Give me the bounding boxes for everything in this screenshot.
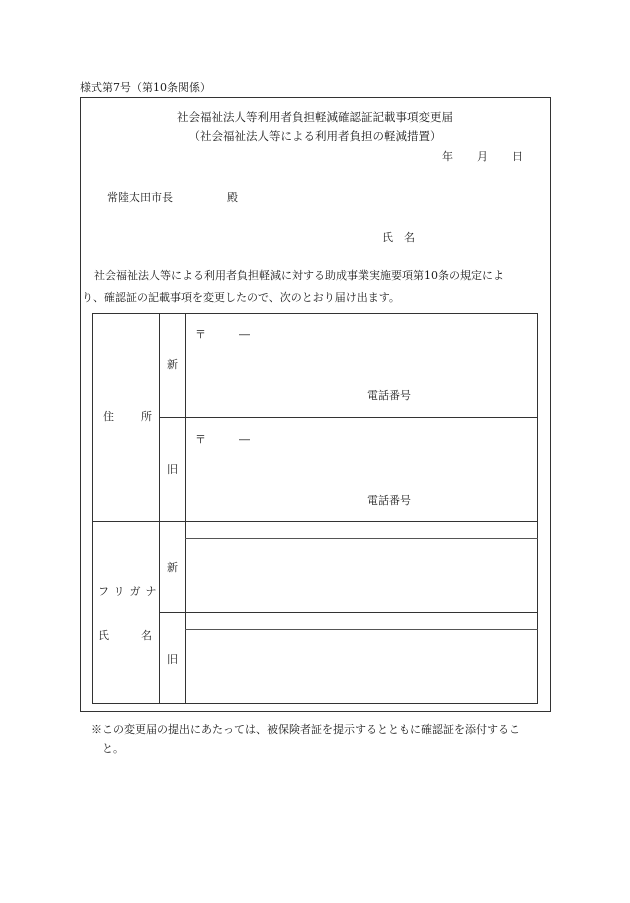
address-new-phone-label: 電話番号 [367,389,411,402]
addressee-honorific: 殿 [227,191,238,204]
name-label-right: 名 [141,629,152,642]
name-label-left: 氏 [98,629,109,642]
name-new-label: 新 [167,561,178,574]
form-subtitle: （社会福祉法人等による利用者負担の軽減措置） [188,129,442,143]
address-new-postal-dash: ― [239,328,250,341]
address-old-phone-label: 電話番号 [367,494,411,507]
form-title: 社会福祉法人等利用者負担軽減確認証記載事項変更届 [177,110,453,124]
address-old-postal-dash: ― [239,433,250,446]
note-line1: ※この変更届の提出にあたっては、被保険者証を提示するとともに確認証を添付するこ [91,723,520,736]
date-month: 月 [477,150,488,163]
date-day: 日 [512,150,523,163]
address-new-postal-mark: 〒 [195,328,206,341]
address-old-label: 旧 [167,463,178,476]
note-line2: と。 [102,742,124,755]
name-old-label: 旧 [167,653,178,666]
date-year: 年 [442,150,453,163]
address-label-left: 住 [103,410,114,423]
furigana-label: フリガナ [98,585,162,598]
form-number: 様式第7号（第10条関係） [80,81,211,94]
address-new-label: 新 [167,358,178,371]
applicant-name-label: 氏 名 [382,231,415,244]
body-text-line1: 社会福祉法人等による利用者負担軽減に対する助成事業実施要項第10条の規定によ [94,269,504,282]
form-frame [80,97,551,712]
address-old-postal-mark: 〒 [195,433,206,446]
addressee: 常陸太田市長 [107,191,173,204]
body-text-line2: り、確認証の記載事項を変更したので、次のとおり届け出ます。 [82,291,400,304]
address-label-right: 所 [141,410,152,423]
